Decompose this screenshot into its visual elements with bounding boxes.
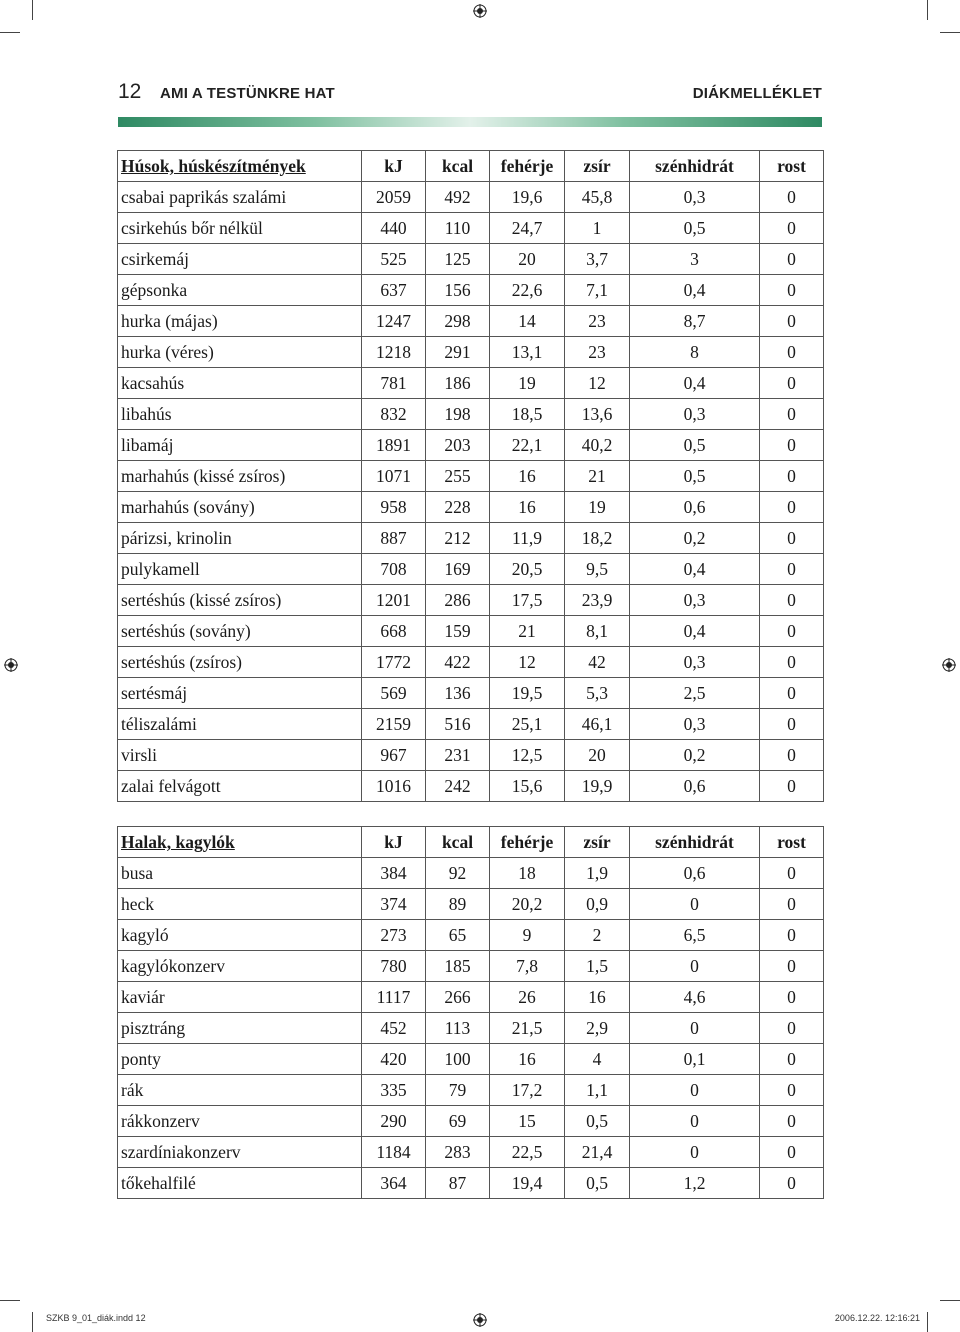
kcal-cell: 516 xyxy=(426,709,490,740)
kj-cell: 1016 xyxy=(362,771,426,802)
kj-cell: 440 xyxy=(362,213,426,244)
table-row xyxy=(118,554,824,585)
food-name-cell: kaviár xyxy=(118,982,362,1013)
carbohydrate-cell: 0 xyxy=(630,1137,760,1168)
food-name-cell: pulykamell xyxy=(118,554,362,585)
fat-cell: 21,4 xyxy=(565,1137,630,1168)
protein-cell: 15 xyxy=(490,1106,565,1137)
fat-cell: 2 xyxy=(565,920,630,951)
table-row xyxy=(118,213,824,244)
fat-cell: 0,5 xyxy=(565,1168,630,1199)
crop-mark xyxy=(940,1300,960,1301)
column-header-fiber: rost xyxy=(760,151,824,182)
table-row xyxy=(118,740,824,771)
table-row xyxy=(118,337,824,368)
kcal-cell: 283 xyxy=(426,1137,490,1168)
kcal-cell: 255 xyxy=(426,461,490,492)
fat-cell: 3,7 xyxy=(565,244,630,275)
fat-cell: 1 xyxy=(565,213,630,244)
kj-cell: 364 xyxy=(362,1168,426,1199)
protein-cell: 12,5 xyxy=(490,740,565,771)
table-row xyxy=(118,275,824,306)
fat-cell: 19 xyxy=(565,492,630,523)
crop-mark xyxy=(0,1300,20,1301)
food-name-cell: sertéshús (zsíros) xyxy=(118,647,362,678)
fat-cell: 7,1 xyxy=(565,275,630,306)
kcal-cell: 492 xyxy=(426,182,490,213)
fiber-cell: 0 xyxy=(760,275,824,306)
carbohydrate-cell: 0 xyxy=(630,889,760,920)
kj-cell: 384 xyxy=(362,858,426,889)
table-row xyxy=(118,1168,824,1199)
kcal-cell: 228 xyxy=(426,492,490,523)
kcal-cell: 242 xyxy=(426,771,490,802)
kj-cell: 1184 xyxy=(362,1137,426,1168)
fat-cell: 0,9 xyxy=(565,889,630,920)
meat-nutrition-table xyxy=(117,150,824,802)
kj-cell: 708 xyxy=(362,554,426,585)
fiber-cell: 0 xyxy=(760,585,824,616)
fiber-cell: 0 xyxy=(760,306,824,337)
kcal-cell: 231 xyxy=(426,740,490,771)
table-row xyxy=(118,244,824,275)
food-name-cell: rák xyxy=(118,1075,362,1106)
table-row xyxy=(118,523,824,554)
column-header-fat: zsír xyxy=(565,827,630,858)
registration-mark-icon xyxy=(473,4,487,18)
carbohydrate-cell: 6,5 xyxy=(630,920,760,951)
protein-cell: 18 xyxy=(490,858,565,889)
food-name-cell: busa xyxy=(118,858,362,889)
fiber-cell: 0 xyxy=(760,368,824,399)
protein-cell: 16 xyxy=(490,1044,565,1075)
fat-cell: 46,1 xyxy=(565,709,630,740)
fiber-cell: 0 xyxy=(760,678,824,709)
table-row xyxy=(118,430,824,461)
column-header-protein: fehérje xyxy=(490,151,565,182)
protein-cell: 22,1 xyxy=(490,430,565,461)
table-row xyxy=(118,492,824,523)
fat-cell: 20 xyxy=(565,740,630,771)
protein-cell: 9 xyxy=(490,920,565,951)
kcal-cell: 69 xyxy=(426,1106,490,1137)
fiber-cell: 0 xyxy=(760,461,824,492)
table-row xyxy=(118,771,824,802)
table-row xyxy=(118,889,824,920)
food-name-cell: sertésmáj xyxy=(118,678,362,709)
protein-cell: 7,8 xyxy=(490,951,565,982)
kcal-cell: 113 xyxy=(426,1013,490,1044)
column-header-fat: zsír xyxy=(565,151,630,182)
food-name-cell: kagyló xyxy=(118,920,362,951)
carbohydrate-cell: 2,5 xyxy=(630,678,760,709)
carbohydrate-cell: 0,6 xyxy=(630,858,760,889)
column-header-carbohydrate: szénhidrát xyxy=(630,827,760,858)
food-name-cell: szardíniakonzerv xyxy=(118,1137,362,1168)
kcal-cell: 169 xyxy=(426,554,490,585)
food-name-cell: kagylókonzerv xyxy=(118,951,362,982)
kj-cell: 525 xyxy=(362,244,426,275)
kj-cell: 1201 xyxy=(362,585,426,616)
carbohydrate-cell: 8,7 xyxy=(630,306,760,337)
table-header-row xyxy=(118,827,824,858)
carbohydrate-cell: 0,3 xyxy=(630,399,760,430)
protein-cell: 21 xyxy=(490,616,565,647)
carbohydrate-cell: 0,5 xyxy=(630,430,760,461)
fat-cell: 19,9 xyxy=(565,771,630,802)
crop-mark xyxy=(32,1312,33,1332)
fiber-cell: 0 xyxy=(760,1168,824,1199)
food-name-cell: kacsahús xyxy=(118,368,362,399)
protein-cell: 26 xyxy=(490,982,565,1013)
food-name-cell: heck xyxy=(118,889,362,920)
fiber-cell: 0 xyxy=(760,399,824,430)
fat-cell: 12 xyxy=(565,368,630,399)
kj-cell: 1117 xyxy=(362,982,426,1013)
fat-cell: 23,9 xyxy=(565,585,630,616)
fiber-cell: 0 xyxy=(760,616,824,647)
carbohydrate-cell: 8 xyxy=(630,337,760,368)
kj-cell: 335 xyxy=(362,1075,426,1106)
kj-cell: 290 xyxy=(362,1106,426,1137)
kj-cell: 420 xyxy=(362,1044,426,1075)
section-title: AMI A TESTÜNKRE HAT xyxy=(160,85,335,102)
carbohydrate-cell: 0 xyxy=(630,1106,760,1137)
food-name-cell: csabai paprikás szalámi xyxy=(118,182,362,213)
fiber-cell: 0 xyxy=(760,771,824,802)
table-row xyxy=(118,182,824,213)
fiber-cell: 0 xyxy=(760,982,824,1013)
food-name-cell: zalai felvágott xyxy=(118,771,362,802)
kcal-cell: 100 xyxy=(426,1044,490,1075)
kj-cell: 1071 xyxy=(362,461,426,492)
protein-cell: 24,7 xyxy=(490,213,565,244)
carbohydrate-cell: 0 xyxy=(630,1075,760,1106)
kj-cell: 2059 xyxy=(362,182,426,213)
table-row xyxy=(118,1075,824,1106)
food-name-cell: ponty xyxy=(118,1044,362,1075)
fat-cell: 21 xyxy=(565,461,630,492)
protein-cell: 18,5 xyxy=(490,399,565,430)
food-name-cell: libamáj xyxy=(118,430,362,461)
kcal-cell: 79 xyxy=(426,1075,490,1106)
fiber-cell: 0 xyxy=(760,430,824,461)
protein-cell: 19 xyxy=(490,368,565,399)
kcal-cell: 266 xyxy=(426,982,490,1013)
kj-cell: 832 xyxy=(362,399,426,430)
kcal-cell: 159 xyxy=(426,616,490,647)
table-row xyxy=(118,709,824,740)
fiber-cell: 0 xyxy=(760,709,824,740)
column-header-fiber: rost xyxy=(760,827,824,858)
food-name-cell: virsli xyxy=(118,740,362,771)
fiber-cell: 0 xyxy=(760,337,824,368)
fiber-cell: 0 xyxy=(760,740,824,771)
supplement-title: DIÁKMELLÉKLET xyxy=(692,85,822,102)
crop-mark xyxy=(0,32,20,33)
table-row xyxy=(118,858,824,889)
page-number: 12 xyxy=(118,80,142,103)
kj-cell: 887 xyxy=(362,523,426,554)
carbohydrate-cell: 0,3 xyxy=(630,647,760,678)
food-name-cell: csirkehús bőr nélkül xyxy=(118,213,362,244)
carbohydrate-cell: 0,5 xyxy=(630,461,760,492)
kj-cell: 1247 xyxy=(362,306,426,337)
protein-cell: 16 xyxy=(490,492,565,523)
kcal-cell: 89 xyxy=(426,889,490,920)
table-row xyxy=(118,982,824,1013)
crop-mark xyxy=(927,1312,928,1332)
fiber-cell: 0 xyxy=(760,523,824,554)
registration-mark-icon xyxy=(473,1313,487,1327)
kj-cell: 569 xyxy=(362,678,426,709)
table-row xyxy=(118,461,824,492)
food-name-cell: hurka (májas) xyxy=(118,306,362,337)
kcal-cell: 125 xyxy=(426,244,490,275)
fiber-cell: 0 xyxy=(760,858,824,889)
fat-cell: 8,1 xyxy=(565,616,630,647)
food-name-cell: sertéshús (kissé zsíros) xyxy=(118,585,362,616)
fat-cell: 1,1 xyxy=(565,1075,630,1106)
fiber-cell: 0 xyxy=(760,213,824,244)
fat-cell: 18,2 xyxy=(565,523,630,554)
protein-cell: 17,2 xyxy=(490,1075,565,1106)
protein-cell: 15,6 xyxy=(490,771,565,802)
crop-mark xyxy=(940,32,960,33)
protein-cell: 16 xyxy=(490,461,565,492)
column-header-kcal: kcal xyxy=(426,827,490,858)
kcal-cell: 156 xyxy=(426,275,490,306)
carbohydrate-cell: 0,3 xyxy=(630,709,760,740)
table-row xyxy=(118,585,824,616)
category-heading: Halak, kagylók xyxy=(118,827,362,858)
kcal-cell: 212 xyxy=(426,523,490,554)
kcal-cell: 136 xyxy=(426,678,490,709)
carbohydrate-cell: 0,1 xyxy=(630,1044,760,1075)
fat-cell: 4 xyxy=(565,1044,630,1075)
protein-cell: 12 xyxy=(490,647,565,678)
food-name-cell: téliszalámi xyxy=(118,709,362,740)
fish-nutrition-table xyxy=(117,826,824,1199)
carbohydrate-cell: 0,5 xyxy=(630,213,760,244)
fat-cell: 23 xyxy=(565,306,630,337)
carbohydrate-cell: 0,3 xyxy=(630,182,760,213)
protein-cell: 21,5 xyxy=(490,1013,565,1044)
carbohydrate-cell: 0,4 xyxy=(630,368,760,399)
table-row xyxy=(118,1106,824,1137)
table-row xyxy=(118,368,824,399)
kcal-cell: 198 xyxy=(426,399,490,430)
kj-cell: 637 xyxy=(362,275,426,306)
table-row xyxy=(118,951,824,982)
protein-cell: 22,6 xyxy=(490,275,565,306)
food-name-cell: gépsonka xyxy=(118,275,362,306)
fiber-cell: 0 xyxy=(760,554,824,585)
fat-cell: 2,9 xyxy=(565,1013,630,1044)
table-row xyxy=(118,647,824,678)
carbohydrate-cell: 0,3 xyxy=(630,585,760,616)
protein-cell: 19,4 xyxy=(490,1168,565,1199)
food-name-cell: sertéshús (sovány) xyxy=(118,616,362,647)
kcal-cell: 298 xyxy=(426,306,490,337)
fat-cell: 13,6 xyxy=(565,399,630,430)
table-header-row xyxy=(118,151,824,182)
column-header-carbohydrate: szénhidrát xyxy=(630,151,760,182)
food-name-cell: libahús xyxy=(118,399,362,430)
kj-cell: 967 xyxy=(362,740,426,771)
protein-cell: 13,1 xyxy=(490,337,565,368)
kcal-cell: 422 xyxy=(426,647,490,678)
fat-cell: 9,5 xyxy=(565,554,630,585)
fat-cell: 1,5 xyxy=(565,951,630,982)
table-row xyxy=(118,616,824,647)
food-name-cell: rákkonzerv xyxy=(118,1106,362,1137)
kj-cell: 2159 xyxy=(362,709,426,740)
food-name-cell: pisztráng xyxy=(118,1013,362,1044)
kj-cell: 374 xyxy=(362,889,426,920)
crop-mark xyxy=(32,0,33,20)
fiber-cell: 0 xyxy=(760,920,824,951)
kcal-cell: 186 xyxy=(426,368,490,399)
kcal-cell: 286 xyxy=(426,585,490,616)
food-name-cell: marhahús (kissé zsíros) xyxy=(118,461,362,492)
fiber-cell: 0 xyxy=(760,1013,824,1044)
fat-cell: 42 xyxy=(565,647,630,678)
kj-cell: 781 xyxy=(362,368,426,399)
column-header-kj: kJ xyxy=(362,827,426,858)
fiber-cell: 0 xyxy=(760,1044,824,1075)
fiber-cell: 0 xyxy=(760,1075,824,1106)
fiber-cell: 0 xyxy=(760,1106,824,1137)
fat-cell: 0,5 xyxy=(565,1106,630,1137)
table-row xyxy=(118,399,824,430)
kcal-cell: 87 xyxy=(426,1168,490,1199)
carbohydrate-cell: 0,4 xyxy=(630,554,760,585)
fat-cell: 23 xyxy=(565,337,630,368)
fat-cell: 5,3 xyxy=(565,678,630,709)
kj-cell: 1218 xyxy=(362,337,426,368)
column-header-kj: kJ xyxy=(362,151,426,182)
fiber-cell: 0 xyxy=(760,951,824,982)
food-name-cell: csirkemáj xyxy=(118,244,362,275)
protein-cell: 11,9 xyxy=(490,523,565,554)
kj-cell: 780 xyxy=(362,951,426,982)
kj-cell: 958 xyxy=(362,492,426,523)
carbohydrate-cell: 1,2 xyxy=(630,1168,760,1199)
kcal-cell: 291 xyxy=(426,337,490,368)
registration-mark-icon xyxy=(942,658,956,672)
fiber-cell: 0 xyxy=(760,492,824,523)
food-name-cell: marhahús (sovány) xyxy=(118,492,362,523)
fat-cell: 16 xyxy=(565,982,630,1013)
protein-cell: 17,5 xyxy=(490,585,565,616)
protein-cell: 22,5 xyxy=(490,1137,565,1168)
table-row xyxy=(118,306,824,337)
fat-cell: 45,8 xyxy=(565,182,630,213)
carbohydrate-cell: 0,4 xyxy=(630,275,760,306)
footer-file-label: SZKB 9_01_diák.indd 12 xyxy=(46,1313,146,1323)
fiber-cell: 0 xyxy=(760,889,824,920)
kj-cell: 1891 xyxy=(362,430,426,461)
category-heading: Húsok, húskészítmények xyxy=(118,151,362,182)
carbohydrate-cell: 0,6 xyxy=(630,771,760,802)
protein-cell: 20 xyxy=(490,244,565,275)
crop-mark xyxy=(927,0,928,20)
fat-cell: 40,2 xyxy=(565,430,630,461)
kj-cell: 1772 xyxy=(362,647,426,678)
fat-cell: 1,9 xyxy=(565,858,630,889)
table-row xyxy=(118,1137,824,1168)
food-name-cell: tőkehalfilé xyxy=(118,1168,362,1199)
protein-cell: 20,2 xyxy=(490,889,565,920)
kj-cell: 273 xyxy=(362,920,426,951)
column-header-protein: fehérje xyxy=(490,827,565,858)
footer-timestamp: 2006.12.22. 12:16:21 xyxy=(834,1313,920,1323)
table-row xyxy=(118,920,824,951)
protein-cell: 25,1 xyxy=(490,709,565,740)
column-header-kcal: kcal xyxy=(426,151,490,182)
fiber-cell: 0 xyxy=(760,182,824,213)
protein-cell: 19,5 xyxy=(490,678,565,709)
kcal-cell: 203 xyxy=(426,430,490,461)
carbohydrate-cell: 0,2 xyxy=(630,740,760,771)
carbohydrate-cell: 3 xyxy=(630,244,760,275)
table-row xyxy=(118,678,824,709)
table-row xyxy=(118,1044,824,1075)
kcal-cell: 65 xyxy=(426,920,490,951)
page-header xyxy=(118,80,822,108)
kcal-cell: 110 xyxy=(426,213,490,244)
kcal-cell: 185 xyxy=(426,951,490,982)
protein-cell: 14 xyxy=(490,306,565,337)
carbohydrate-cell: 0,6 xyxy=(630,492,760,523)
kcal-cell: 92 xyxy=(426,858,490,889)
carbohydrate-cell: 4,6 xyxy=(630,982,760,1013)
fiber-cell: 0 xyxy=(760,244,824,275)
table-row xyxy=(118,1013,824,1044)
carbohydrate-cell: 0,4 xyxy=(630,616,760,647)
carbohydrate-cell: 0 xyxy=(630,951,760,982)
protein-cell: 19,6 xyxy=(490,182,565,213)
carbohydrate-cell: 0,2 xyxy=(630,523,760,554)
registration-mark-icon xyxy=(4,658,18,672)
kj-cell: 668 xyxy=(362,616,426,647)
kj-cell: 452 xyxy=(362,1013,426,1044)
food-name-cell: párizsi, krinolin xyxy=(118,523,362,554)
protein-cell: 20,5 xyxy=(490,554,565,585)
fiber-cell: 0 xyxy=(760,1137,824,1168)
carbohydrate-cell: 0 xyxy=(630,1013,760,1044)
header-accent-bar xyxy=(118,117,822,127)
fiber-cell: 0 xyxy=(760,647,824,678)
food-name-cell: hurka (véres) xyxy=(118,337,362,368)
